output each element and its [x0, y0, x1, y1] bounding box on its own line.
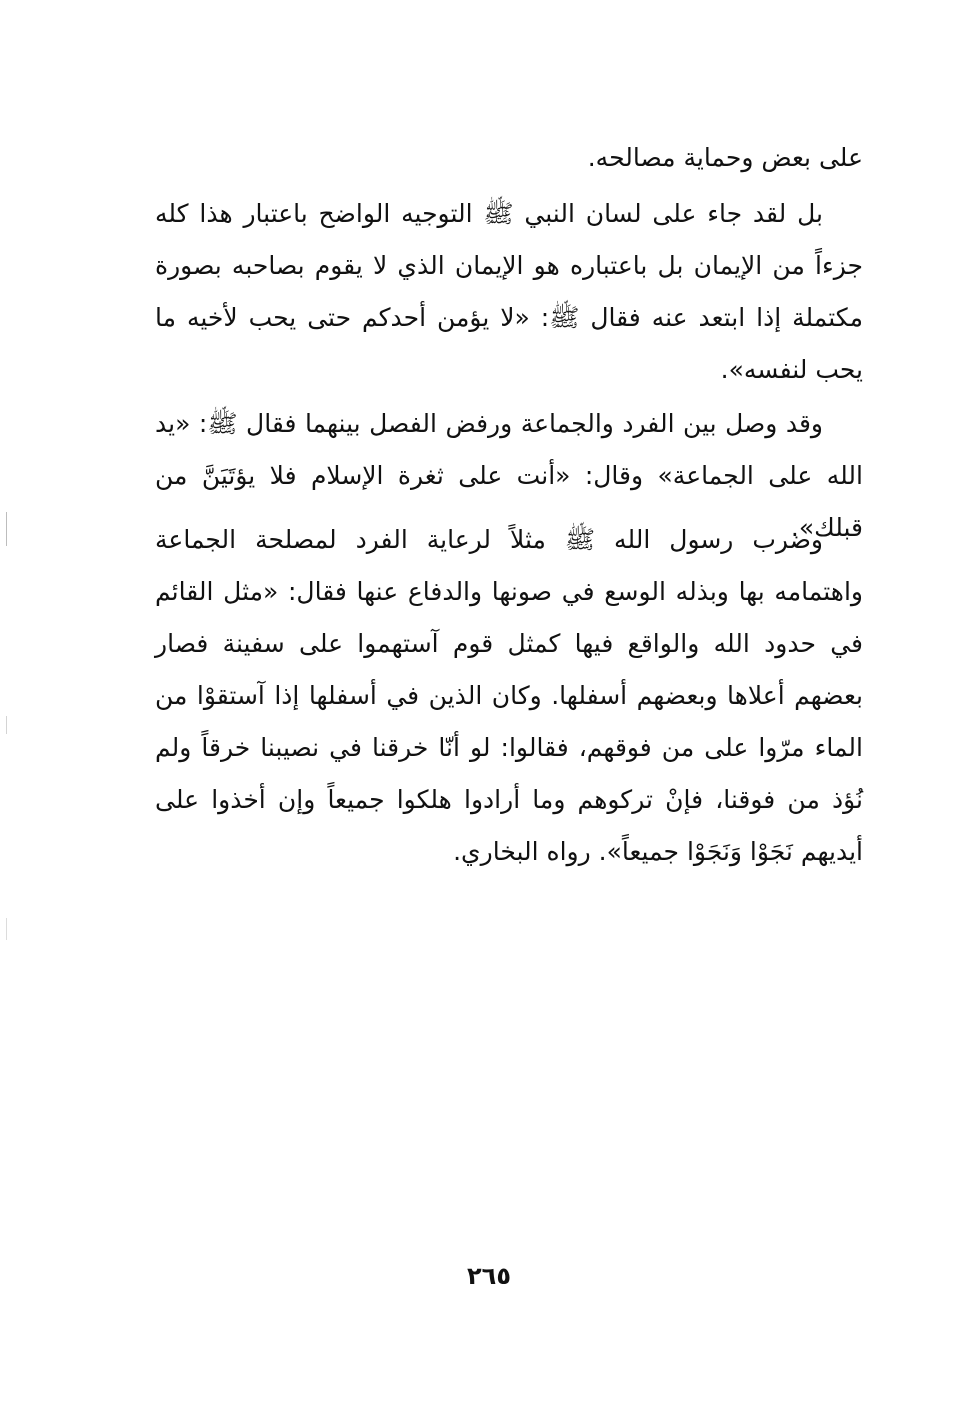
scan-edge-mark: [6, 512, 7, 546]
paragraph-3: وقد وصل بين الفرد والجماعة ورفض الفصل بينهما فقال ﷺ: «يد الله على الجماعة» وقال: «أنت على ثغرة الإسلام فلا يؤتَيَنَّ من قبلك».: [155, 409, 863, 542]
paragraph-1: على بعض وحماية مصالحه.: [587, 143, 863, 172]
scan-edge-mark: [6, 918, 7, 940]
paragraph-4: وضرب رسول الله ﷺ مثلاً لرعاية الفرد لمصلحة الجماعة واهتمامه بها وبذله الوسع في صونها والدفاع عنها فقال: «مثل القائم في حدود الله والواقع فيها كمثل قوم آستهموا على سفينة فصار بعضهم أعلاها وبعضهم أسفلها. وكان الذين في أسفلها إذا آستقوْا من الماء مرّوا على من فوقهم، فقالوا: لو أنّا خرقنا في نصيبنا خرقاً ولم نُؤذ من فوقنا، فإنْ تركوهم وما أرادوا هلكوا جميعاً وإن أخذوا على أيديهم نَجَوْا وَنَجَوْا جميعاً». رواه البخاري.: [155, 525, 863, 866]
paragraph-2: بل لقد جاء على لسان النبي ﷺ التوجيه الواضح باعتبار هذا كله جزءاً من الإيمان بل باعتباره هو الإيمان الذي لا يقوم بصاحبه بصورة مكتملة إذا ابتعد عنه فقال ﷺ: «لا يؤمن أحدكم حتى يحب لأخيه ما يحب لنفسه».: [155, 199, 863, 384]
page-number: ٢٦٥: [467, 1262, 511, 1290]
scan-edge-mark: [6, 716, 7, 734]
